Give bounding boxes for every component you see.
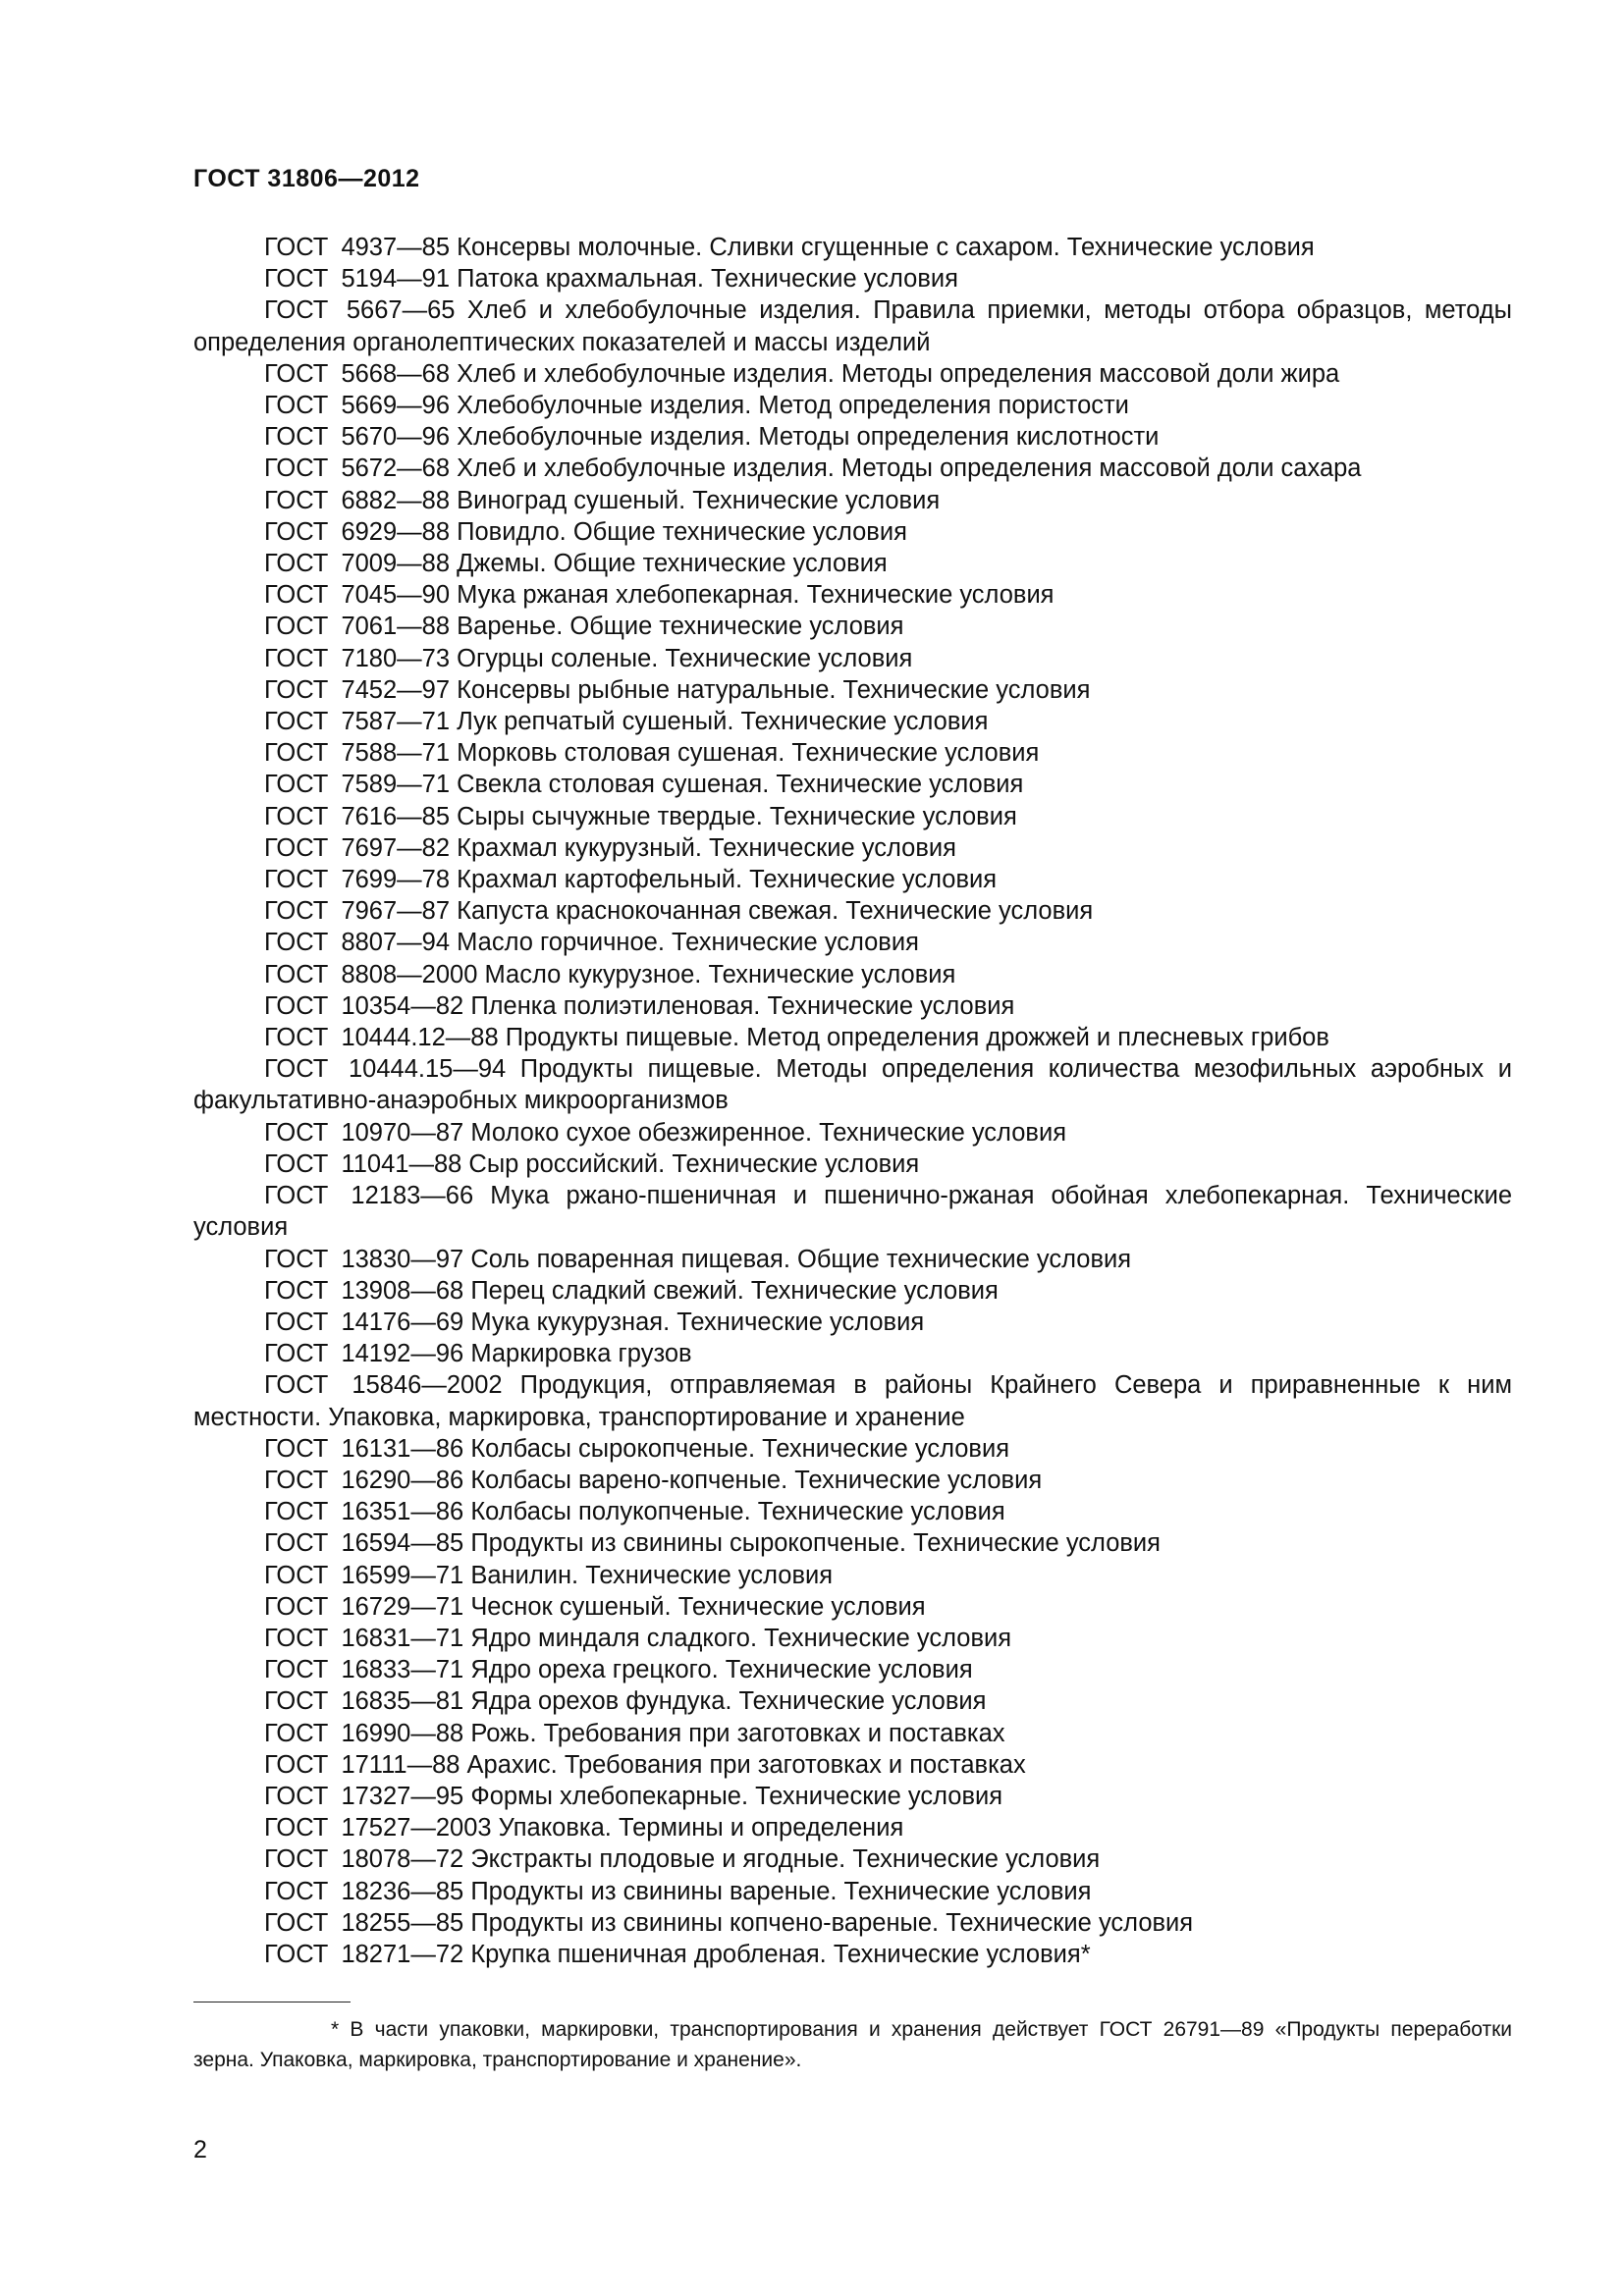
reference-entry: [193, 516, 1512, 548]
reference-code: ГОСТ 16833—71: [264, 1656, 464, 1684]
reference-title: Хлеб и хлебобулочные изделия. Методы определения массовой доли жира: [457, 359, 1340, 388]
reference-entry: [193, 1907, 1512, 1939]
reference-title: Мука ржаная хлебопекарная. Технические условия: [457, 581, 1055, 610]
reference-title: Ванилин. Технические условия: [470, 1561, 834, 1589]
reference-entry: [193, 1338, 1512, 1369]
reference-title: Колбасы сырокопченые. Технические условия: [470, 1434, 1010, 1463]
reference-code: ГОСТ 5667—65: [264, 296, 456, 325]
reference-entry: [193, 485, 1512, 516]
reference-code: ГОСТ 11041—88: [264, 1149, 462, 1178]
reference-entry: [193, 611, 1512, 642]
reference-title: Мука ржано-пшеничная и пшенично-ржаная обойная хлебопекарная. Технические условия: [193, 1182, 1513, 1242]
reference-code: ГОСТ 7697—82: [264, 833, 451, 862]
reference-title: Хлебобулочные изделия. Метод определения пористости: [457, 392, 1129, 420]
reference-code: ГОСТ 18271—72: [264, 1940, 464, 1968]
reference-title: Продукты пищевые. Метод определения дрожжей и плесневых грибов: [505, 1024, 1329, 1052]
reference-entry: [193, 1148, 1512, 1180]
reference-entry: [193, 643, 1512, 674]
reference-title: Свекла столовая сушеная. Технические условия: [457, 771, 1024, 799]
reference-title: Капуста краснокочанная свежая. Технические условия: [457, 897, 1094, 926]
reference-code: ГОСТ 16729—71: [264, 1592, 464, 1621]
reference-code: ГОСТ 12183—66: [264, 1182, 474, 1210]
reference-entry: [193, 421, 1512, 453]
reference-entry: [193, 1781, 1512, 1812]
reference-entry: [193, 706, 1512, 737]
reference-code: ГОСТ 5672—68: [264, 454, 451, 483]
reference-code: ГОСТ 7452—97: [264, 675, 451, 704]
reference-code: ГОСТ 17527—2003: [264, 1814, 492, 1842]
reference-code: ГОСТ 16351—86: [264, 1498, 464, 1526]
reference-title: Ядра орехов фундука. Технические условия: [470, 1687, 987, 1716]
reference-code: ГОСТ 18236—85: [264, 1877, 464, 1905]
reference-title: Продукты из свинины сырокопченые. Технические условия: [470, 1529, 1161, 1558]
reference-code: ГОСТ 18078—72: [264, 1845, 464, 1874]
normative-references-list: [193, 232, 1512, 1970]
reference-code: ГОСТ 6882—88: [264, 486, 451, 514]
reference-title: Пленка полиэтиленовая. Технические условия: [470, 991, 1015, 1020]
reference-entry: [193, 390, 1512, 421]
reference-title: Продукты из свинины вареные. Технические условия: [470, 1877, 1092, 1905]
reference-code: ГОСТ 6929—88: [264, 517, 451, 546]
reference-title: Огурцы соленые. Технические условия: [457, 644, 913, 672]
reference-entry: [193, 1022, 1512, 1053]
reference-title: Ядро миндаля сладкого. Технические условия: [470, 1624, 1012, 1652]
reference-title: Хлебобулочные изделия. Методы определения кислотности: [457, 423, 1160, 452]
reference-title: Морковь столовая сушеная. Технические условия: [457, 739, 1040, 768]
reference-code: ГОСТ 15846—2002: [264, 1371, 503, 1400]
reference-title: Масло кукурузное. Технические условия: [484, 960, 956, 988]
reference-code: ГОСТ 16290—86: [264, 1466, 464, 1494]
reference-code: ГОСТ 8808—2000: [264, 960, 478, 988]
reference-entry: [193, 1244, 1512, 1275]
reference-title: Ядро ореха грецкого. Технические условия: [470, 1656, 973, 1684]
reference-code: ГОСТ 14176—69: [264, 1308, 464, 1336]
reference-entry: [193, 737, 1512, 769]
reference-entry: [193, 294, 1512, 357]
reference-entry: [193, 1307, 1512, 1338]
reference-entry: [193, 801, 1512, 832]
reference-title: Продукты из свинины копчено-вареные. Технические условия: [470, 1908, 1194, 1937]
reference-title: Арахис. Требования при заготовках и поставках: [466, 1750, 1026, 1779]
reference-entry: [193, 1465, 1512, 1496]
reference-code: ГОСТ 16831—71: [264, 1624, 464, 1652]
reference-code: ГОСТ 16835—81: [264, 1687, 464, 1716]
reference-code: ГОСТ 16594—85: [264, 1529, 464, 1558]
reference-code: ГОСТ 5668—68: [264, 359, 451, 388]
reference-entry: [193, 579, 1512, 611]
reference-code: ГОСТ 16990—88: [264, 1719, 464, 1747]
reference-entry: [193, 1749, 1512, 1781]
reference-title: Сыры сычужные твердые. Технические условия: [457, 802, 1017, 830]
reference-code: ГОСТ 5194—91: [264, 265, 451, 294]
reference-title: Формы хлебопекарные. Технические условия: [470, 1782, 1003, 1810]
reference-entry: [193, 832, 1512, 864]
reference-title: Повидло. Общие технические условия: [457, 517, 907, 546]
reference-code: ГОСТ 13908—68: [264, 1276, 464, 1305]
reference-entry: [193, 927, 1512, 958]
reference-code: ГОСТ 7588—71: [264, 739, 451, 768]
reference-title: Маркировка грузов: [470, 1340, 692, 1368]
reference-title: Сыр российский. Технические условия: [468, 1149, 920, 1178]
reference-code: ГОСТ 14192—96: [264, 1340, 464, 1368]
reference-code: ГОСТ 7587—71: [264, 708, 451, 736]
reference-code: ГОСТ 7616—85: [264, 802, 451, 830]
reference-title: Лук репчатый сушеный. Технические условия: [457, 708, 989, 736]
reference-entry: [193, 1369, 1512, 1432]
reference-code: ГОСТ 7699—78: [264, 866, 451, 894]
reference-code: ГОСТ 16131—86: [264, 1434, 464, 1463]
reference-entry: [193, 1117, 1512, 1148]
reference-entry: [193, 1718, 1512, 1749]
reference-entry: [193, 1685, 1512, 1717]
reference-title: Упаковка. Термины и определения: [498, 1814, 904, 1842]
reference-code: ГОСТ 13830—97: [264, 1245, 464, 1273]
reference-title: Консервы молочные. Сливки сгущенные с сахаром. Технические условия: [457, 234, 1315, 261]
reference-code: ГОСТ 7967—87: [264, 897, 451, 926]
reference-entry: [193, 263, 1512, 294]
reference-code: ГОСТ 4937—85: [264, 234, 451, 261]
document-header: ГОСТ 31806—2012: [193, 165, 420, 192]
reference-title: Крахмал кукурузный. Технические условия: [457, 833, 956, 862]
reference-code: ГОСТ 16599—71: [264, 1561, 464, 1589]
reference-code: ГОСТ 10354—82: [264, 991, 464, 1020]
reference-title: Колбасы полукопченые. Технические условия: [470, 1498, 1005, 1526]
reference-entry: [193, 674, 1512, 706]
reference-title: Масло горчичное. Технические условия: [457, 929, 919, 957]
reference-title: Патока крахмальная. Технические условия: [457, 265, 958, 294]
reference-entry: [193, 1433, 1512, 1465]
reference-entry: [193, 1591, 1512, 1623]
reference-entry: [193, 1180, 1512, 1243]
reference-title: Колбасы варено-копченые. Технические условия: [470, 1466, 1043, 1494]
reference-title: Чеснок сушеный. Технические условия: [470, 1592, 926, 1621]
reference-code: ГОСТ 7009—88: [264, 550, 451, 578]
reference-code: ГОСТ 10444.12—88: [264, 1024, 499, 1052]
reference-entry: [193, 1812, 1512, 1843]
reference-entry: [193, 358, 1512, 390]
reference-entry: [193, 959, 1512, 990]
reference-title: Молоко сухое обезжиренное. Технические условия: [470, 1118, 1066, 1147]
reference-code: ГОСТ 17327—95: [264, 1782, 464, 1810]
reference-title: Джемы. Общие технические условия: [457, 550, 888, 578]
reference-code: ГОСТ 7180—73: [264, 644, 451, 672]
reference-title: Крупка пшеничная дробленая. Технические условия*: [470, 1940, 1091, 1968]
reference-title: Варенье. Общие технические условия: [457, 613, 904, 641]
reference-entry: [193, 1654, 1512, 1685]
reference-entry: [193, 232, 1512, 263]
reference-title: Хлеб и хлебобулочные изделия. Правила приемки, методы отбора образцов, методы определения органолептических показателей и массы изделий: [193, 296, 1512, 356]
reference-entry: [193, 1876, 1512, 1907]
reference-entry: [193, 1496, 1512, 1527]
reference-entry: [193, 769, 1512, 800]
reference-title: Продукты пищевые. Методы определения количества мезофильных аэробных и факультативно-анаэробных микроорганизмов: [193, 1055, 1512, 1115]
reference-entry: [193, 1939, 1512, 1970]
page-number: 2: [193, 2136, 207, 2163]
reference-entry: [193, 990, 1512, 1022]
reference-title: Крахмал картофельный. Технические условия: [457, 866, 998, 894]
reference-title: Мука кукурузная. Технические условия: [470, 1308, 925, 1336]
reference-code: ГОСТ 8807—94: [264, 929, 451, 957]
reference-code: ГОСТ 7589—71: [264, 771, 451, 799]
reference-code: ГОСТ 7045—90: [264, 581, 451, 610]
reference-title: Соль поваренная пищевая. Общие технические условия: [470, 1245, 1132, 1273]
reference-title: Консервы рыбные натуральные. Технические условия: [457, 675, 1091, 704]
reference-code: ГОСТ 18255—85: [264, 1908, 464, 1937]
reference-entry: [193, 1053, 1512, 1116]
reference-entry: [193, 895, 1512, 927]
reference-entry: [193, 453, 1512, 484]
reference-code: ГОСТ 10970—87: [264, 1118, 464, 1147]
reference-title: Экстракты плодовые и ягодные. Технические условия: [470, 1845, 1101, 1874]
reference-entry: [193, 1843, 1512, 1875]
reference-code: ГОСТ 5669—96: [264, 392, 451, 420]
reference-entry: [193, 864, 1512, 895]
reference-entry: [193, 1560, 1512, 1591]
reference-code: ГОСТ 17111—88: [264, 1750, 460, 1779]
reference-title: Рожь. Требования при заготовках и поставках: [470, 1719, 1005, 1747]
reference-code: ГОСТ 10444.15—94: [264, 1055, 507, 1084]
reference-code: ГОСТ 7061—88: [264, 613, 451, 641]
reference-entry: [193, 1623, 1512, 1654]
reference-title: Хлеб и хлебобулочные изделия. Методы определения массовой доли сахара: [457, 454, 1362, 483]
reference-code: ГОСТ 5670—96: [264, 423, 451, 452]
reference-title: Продукция, отправляемая в районы Крайнего Севера и приравненные к ним местности. Упаковка, маркировка, транспортирование и хранение: [193, 1371, 1513, 1431]
reference-title: Виноград сушеный. Технические условия: [457, 486, 941, 514]
reference-entry: [193, 1527, 1512, 1559]
footnote: * В части упаковки, маркировки, транспортирования и хранения действует ГОСТ 26791—89 «Продукты переработки зерна. Упаковка, маркировка, транспортирование и хранение».: [193, 2018, 1512, 2071]
reference-entry: [193, 1275, 1512, 1307]
reference-entry: [193, 548, 1512, 579]
reference-title: Перец сладкий свежий. Технические условия: [470, 1276, 999, 1305]
